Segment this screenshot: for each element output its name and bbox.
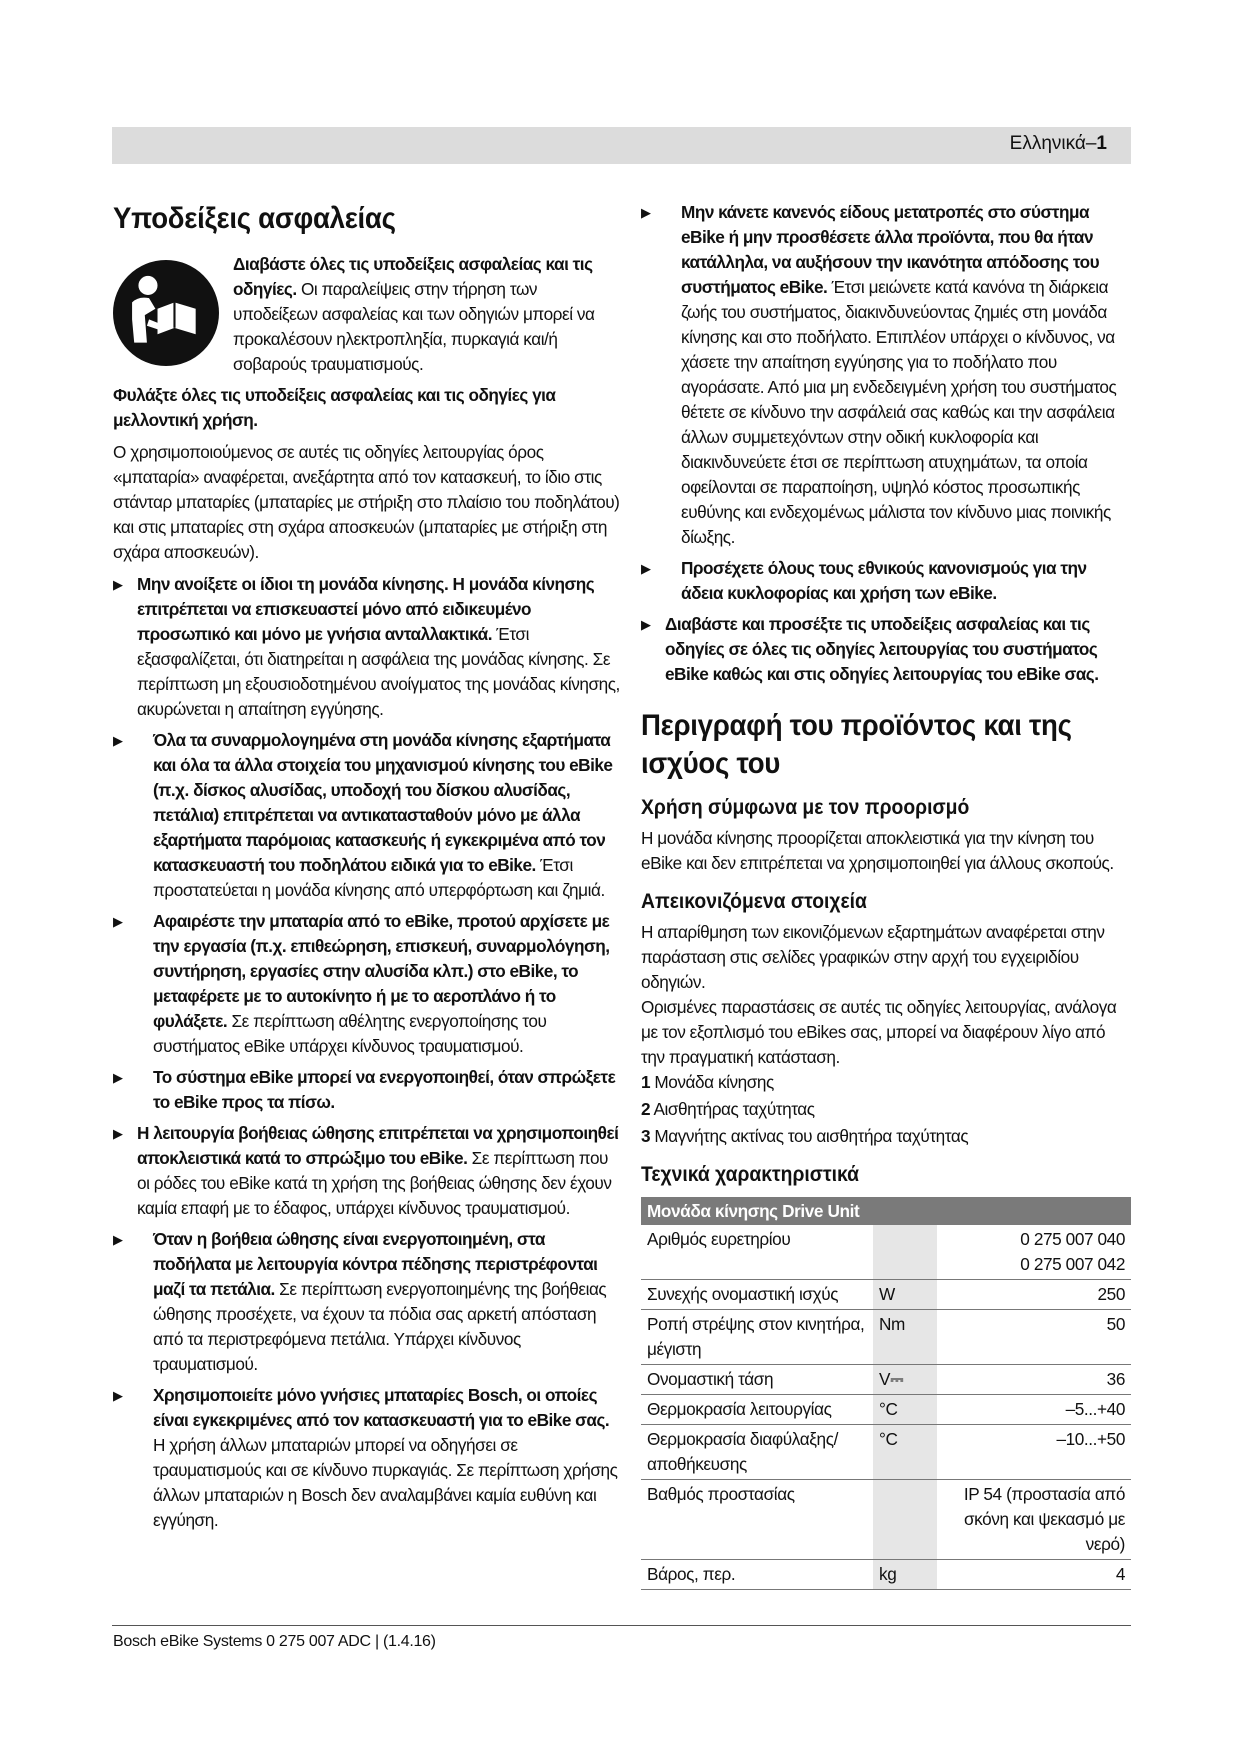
bullet-text: Σε περίπτωση αθέλητης ενεργοποίησης του συστήματος eBike υπάρχει κίνδυνος τραυματισμού. — [153, 1010, 547, 1056]
page-number: 1 — [1096, 133, 1107, 154]
component-item: 3 Μαγνήτης ακτίνας του αισθητήρα ταχύτητας — [641, 1126, 969, 1146]
arrow-icon: ▶ — [113, 1231, 123, 1247]
footer: Bosch eBike Systems 0 275 007 ADC | (1.4.16) — [113, 1633, 436, 1650]
depicted-heading: Απεικονιζόμενα στοιχεία — [641, 890, 867, 913]
intro-text: Οι παραλείψεις στην τήρηση των υποδείξεων ασφαλείας και των οδηγιών μπορεί να προκαλέσουν ηλεκτροπληξία, πυρκαγιά και/ή σοβαρούς τραυματισμούς. — [233, 278, 595, 374]
bullet-bold: Όλα τα συναρμολογημένα στη μονάδα κίνησης εξαρτήματα και όλα τα άλλα στοιχεία του μηχανισμού κίνησης του eBike (π.χ. δίσκος αλυσίδας, υποδοχή του δίσκου αλυσίδας, πετάλια) επιτρέπεται να αντικατασταθούν μόνο με άλλα εξαρτήματα παρόμοιας κατασκευής ή εγκεκριμένα από τον κατασκευαστή του ποδηλάτου ειδικά για το eBike. — [153, 729, 613, 875]
read-manual-icon — [113, 260, 219, 366]
bullet-item — [113, 728, 623, 903]
bullet-bold: Προσέχετε όλους τους εθνικούς κανονισμούς για την άδεια κυκλοφορίας και χρήση των eBike. — [681, 558, 1087, 603]
bullet-item — [113, 1227, 623, 1377]
depicted-text-2: Ορισμένες παραστάσεις σε αυτές τις οδηγίες λειτουργίας, ανάλογα με τον εξοπλισμό του eBikes σας, μπορεί να διαφέρουν λίγο από την πραγματική κατάσταση. — [641, 997, 1117, 1067]
bullet-text: Έτσι προστατεύεται η μονάδα κίνησης από υπερφόρτωση και ζημιά. — [153, 854, 605, 900]
bullet-item — [641, 200, 1131, 550]
footer-divider — [112, 1625, 1131, 1626]
use-text: Η μονάδα κίνησης προορίζεται αποκλειστικά για την κίνηση του eBike και δεν επιτρέπεται να χρησιμοποιηθεί για άλλους σκοπούς. — [641, 828, 1114, 873]
bullet-text: Σε περίπτωση ενεργοποιημένης της βοήθειας ώθησης προσέχετε, να έχουν τα πόδια σας αρκετή απόσταση από τα περιστρεφόμενα πετάλια. Υπάρχει κίνδυνος τραυματισμού. — [153, 1278, 607, 1374]
bullet-bold: Το σύστημα eBike μπορεί να ενεργοποιηθεί, όταν σπρώξετε το eBike προς τα πίσω. — [153, 1066, 616, 1112]
component-item: 2 Αισθητήρας ταχύτητας — [641, 1099, 815, 1119]
bullet-bold: Μην κάνετε κανενός είδους μετατροπές στο σύστημα eBike ή μην προσθέσετε άλλα προϊόντα, που θα ήταν κατάλληλα, να αυξήσουν την ικανότητα απόδοσης του συστήματος eBike. — [681, 202, 1100, 297]
keep-instructions: Φυλάξτε όλες τις υποδείξεις ασφαλείας και τις οδηγίες για μελλοντική χρήση. — [113, 384, 556, 430]
bullet-item — [641, 612, 1131, 687]
left-column — [113, 200, 623, 1539]
product-title: Περιγραφή του προϊόντος και της ισχύος του — [641, 709, 1072, 780]
battery-paragraph: Ο χρησιμοποιούμενος σε αυτές τις οδηγίες λειτουργίας όρος «μπαταρία» αναφέρεται, ανεξάρτητα από τον κατασκευή, το ίδιο στις στάνταρ μπαταρίες (μπαταρίες με στήριξη στο πλαίσιο του ποδηλάτου) και στις μπαταρίες στη σχάρα αποσκευών (μπαταρίες με στήριξη στη σχάρα αποσκευών). — [113, 441, 620, 562]
spec-table — [641, 1197, 1131, 1590]
table-row: Θερμοκρασία λειτουργίας °C –5...+40 — [641, 1395, 1131, 1425]
table-row: Βαθμός προστασίας IP 54 (προστασία από σκόνη και ψεκασμό με νερό) — [641, 1480, 1131, 1560]
component-item: 1 Μονάδα κίνησης — [641, 1072, 774, 1092]
header-bar — [112, 127, 1131, 164]
bullet-item — [113, 909, 623, 1059]
component-list — [641, 1070, 1131, 1149]
arrow-icon: ▶ — [113, 913, 123, 929]
bullet-text: Σε περίπτωση που οι ρόδες του eBike κατά τη χρήση της βοήθειας ώθησης δεν έχουν καμία επαφή με το έδαφος, υπάρχει κίνδυνος τραυματισμού. — [137, 1147, 612, 1218]
table-row: Αριθμός ευρετηρίου 0 275 007 040 0 275 007 042 — [641, 1225, 1131, 1280]
bullet-text: Έτσι εξασφαλίζεται, ότι διατηρείται η ασφάλεια της μονάδας κίνησης. Σε περίπτωση μη εξουσιοδοτημένου ανοίγματος της μονάδας κίνησης, ακυρώνεται η απαίτηση εγγύησης. — [137, 623, 620, 719]
safety-title: Υποδείξεις ασφαλείας — [113, 202, 396, 235]
intro-block — [113, 252, 623, 377]
arrow-icon: ▶ — [641, 617, 651, 632]
spec-table-header: Μονάδα κίνησης Drive Unit — [641, 1197, 1131, 1225]
table-row: Βάρος, περ. kg 4 — [641, 1560, 1131, 1590]
bullet-item — [641, 556, 1131, 606]
bullet-item — [113, 1383, 623, 1533]
bullet-item — [113, 1065, 623, 1115]
bullet-bold: Χρησιμοποιείτε μόνο γνήσιες μπαταρίες Bosch, οι οποίες είναι εγκεκριμένες από τον κατασκευαστή για το eBike σας. — [153, 1384, 610, 1430]
arrow-icon: ▶ — [113, 576, 123, 592]
arrow-icon: ▶ — [641, 561, 651, 576]
bullet-bold: Διαβάστε και προσέξτε τις υποδείξεις ασφαλείας και τις οδηγίες σε όλες τις οδηγίες λειτουργίας του συστήματος eBike καθώς και στις οδηγίες λειτουργίας του eBike σας. — [665, 614, 1099, 684]
bullet-text: Έτσι μειώνετε κατά κανόνα τη διάρκεια ζωής του συστήματος, διακινδυνεύοντας ζημιές στη μονάδα κίνησης και στο ποδήλατο. Επιπλέον υπάρχει ο κίνδυνος, να χάσετε την απαίτηση εγγύησης για το ποδήλατο που αγοράσατε. Από μια μη ενδεδειγμένη χρήση του συστήματος θέτετε σε κίνδυνο την ασφάλειά σας καθώς και την ασφάλεια άλλων συμμετεχόντων στην οδική κυκλοφορία και διακινδυνεύετε έτσι σε περίπτωση ατυχημάτων, τα οποία οφείλονται σε παραποίηση, υψηλό κόστος προσωπικής ευθύνης και ενδεχομένως μάλιστα τον κίνδυνο μιας ποινικής δίωξης. — [681, 277, 1117, 547]
language-label: Ελληνικά– — [1009, 133, 1097, 154]
page-header — [1010, 133, 1107, 155]
table-row: Θερμοκρασία διαφύλαξης/αποθήκευσης °C –10...+50 — [641, 1425, 1131, 1480]
table-row: Ροπή στρέψης στον κινητήρα, μέγιστη Nm 50 — [641, 1310, 1131, 1365]
arrow-icon: ▶ — [113, 1125, 123, 1141]
arrow-icon: ▶ — [113, 732, 123, 748]
arrow-icon: ▶ — [113, 1387, 123, 1403]
right-column — [641, 200, 1131, 1590]
bullet-bold: Η λειτουργία βοήθειας ώθησης επιτρέπεται να χρησιμοποιηθεί αποκλειστικά κατά το σπρώξιμο του eBike. — [137, 1122, 619, 1168]
table-row: Ονομαστική τάση V⎓ 36 — [641, 1365, 1131, 1395]
bullet-item — [113, 572, 623, 722]
bullet-bold: Αφαιρέστε την μπαταρία από το eBike, προτού αρχίσετε με την εργασία (π.χ. επιθεώρηση, επισκευή, συναρμολόγηση, συντήρηση, εργασίες στην αλυσίδα κλπ.) στο eBike, το μεταφέρετε με το αυτοκίνητο ή με το αεροπλάνο ή το φυλάξετε. — [153, 910, 610, 1031]
depicted-text-1: Η απαρίθμηση των εικονιζόμενων εξαρτημάτων αναφέρεται στην παράσταση στις σελίδες γραφικών στην αρχή του εγχειριδίου οδηγιών. — [641, 922, 1105, 992]
intro-bold: Διαβάστε όλες τις υποδείξεις ασφαλείας και τις οδηγίες. — [233, 253, 593, 299]
arrow-icon: ▶ — [113, 1069, 123, 1085]
table-row: Συνεχής ονομαστική ισχύς W 250 — [641, 1280, 1131, 1310]
bullet-bold: Όταν η βοήθεια ώθησης είναι ενεργοποιημένη, στα ποδήλατα με λειτουργία κόντρα πέδησης περιστρέφονται μαζί τα πετάλια. — [153, 1228, 598, 1299]
tech-heading: Τεχνικά χαρακτηριστικά — [641, 1163, 860, 1186]
bullet-bold: Μην ανοίξετε οι ίδιοι τη μονάδα κίνησης. Η μονάδα κίνησης επιτρέπεται να επισκευαστεί μόνο από ειδικευμένο προσωπικό και μόνο με γνήσια ανταλλακτικά. — [137, 573, 595, 644]
arrow-icon: ▶ — [641, 205, 651, 220]
use-heading: Χρήση σύμφωνα με τον προορισμό — [641, 796, 970, 819]
bullet-text: Η χρήση άλλων μπαταριών μπορεί να οδηγήσει σε τραυματισμούς και σε κίνδυνο πυρκαγιάς. Σε περίπτωση χρήσης άλλων μπαταριών η Bosch δεν αναλαμβάνει καμία ευθύνη και εγγύηση. — [153, 1434, 618, 1530]
bullet-item — [113, 1121, 623, 1221]
